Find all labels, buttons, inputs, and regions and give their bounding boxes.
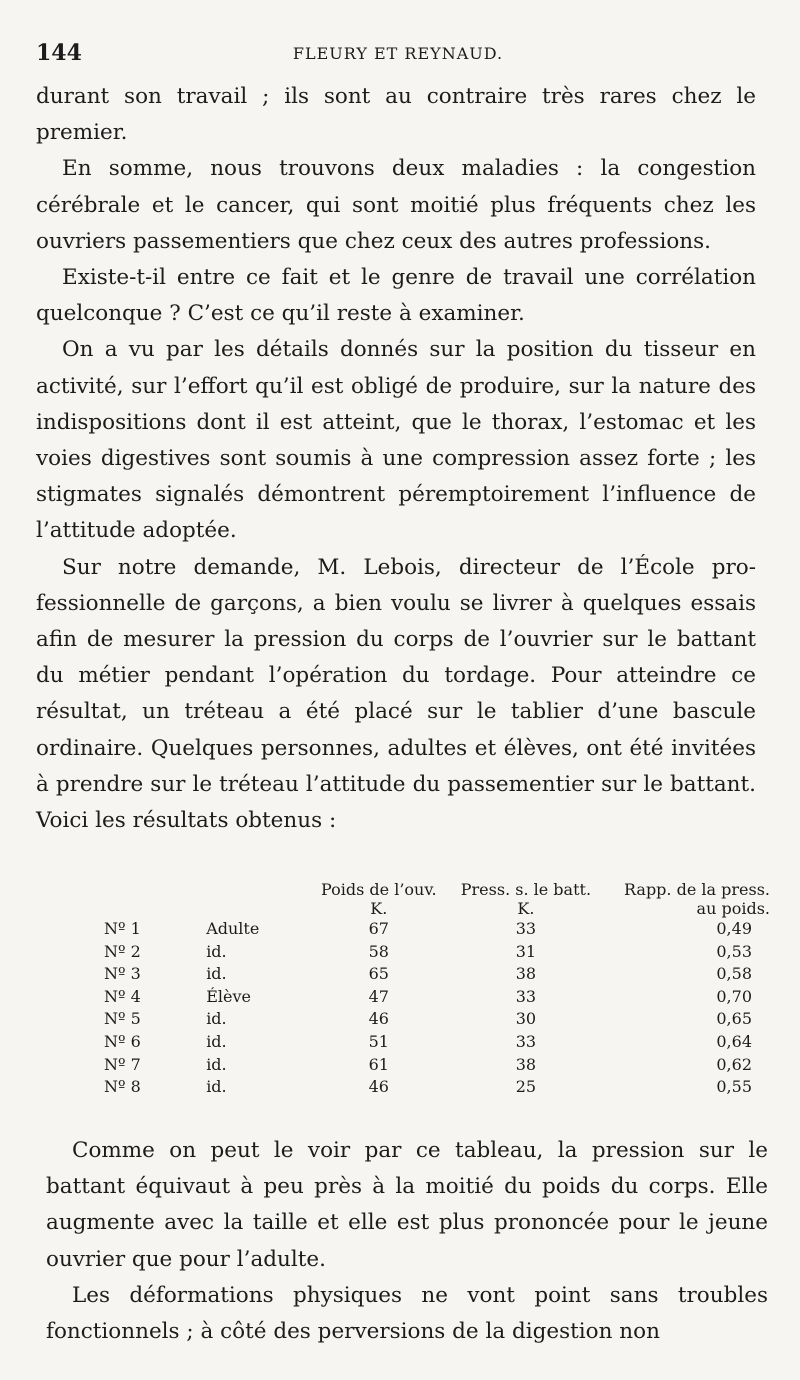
row-weight: 67 [368,919,389,938]
row-weight: 47 [368,986,389,1006]
table-row [80,1076,770,1099]
paragraph: On a vu par les détails donnés sur la position du tisseur en activité, sur l’effort qu’il est obligé de produire, sur la nature des indispositions dont il est atteint, que le thorax, l’estomac et les voies digestives sont soumis à une compression assez forte ; les stigmates signalés démontrent péremptoirement l’influence de l’attitude adoptée. [36,337,756,544]
row-number: Nº 5 [104,1009,141,1029]
row-ratio: 0,53 [716,941,752,961]
row-pressure: 30 [515,1009,537,1029]
header-ratio [604,880,770,918]
row-number: Nº 6 [104,1031,141,1051]
table-body [80,918,770,1099]
row-weight: 51 [368,1031,389,1051]
row-number: Nº 3 [104,964,141,984]
paragraph: En somme, nous trouvons deux maladies : la congestion cérébrale et le cancer, qui sont moitié plus fréquents chez les ouvriers passementiers que chez ceux des autres professions. [36,156,756,254]
row-category: Élève [206,986,251,1006]
row-weight: 61 [368,1054,389,1074]
header-empty-no [80,880,206,918]
paragraph: Sur notre demande, M. Lebois, directeur de l’École professionnelle de garçons, a bien voulu se livrer à quelques essais afin de mesurer la pression du corps de l’ouvrier sur le battant du métier pendant l’opération du tordage. Pour atteindre ce résultat, un tréteau a été placé sur le tablier d’une bascule ordinaire. Quelques personnes, adultes et élèves, ont été invitées à prendre sur le tréteau l’attitude du passementier sur le battant. Voici les résultats obtenus : [36,554,756,834]
header-weight-label: Poids de l’ouv. [321,880,437,899]
row-ratio: 0,64 [716,1031,752,1051]
row-ratio: 0,55 [716,1077,752,1097]
running-title: FLEURY ET REYNAUD. [292,44,504,63]
row-weight: 58 [368,941,389,961]
row-ratio: 0,58 [716,964,752,984]
row-ratio: 0,65 [716,1009,752,1029]
table-row [80,1054,770,1077]
body-text-top [36,79,756,839]
table-row [80,986,770,1009]
row-ratio: 0,70 [716,986,752,1006]
row-category: id. [206,1009,227,1029]
row-pressure: 31 [515,941,537,961]
row-category: Adulte [206,919,260,938]
row-pressure: 38 [515,964,537,984]
paragraph: durant son travail ; ils sont au contraire très rares chez le premier. [36,84,756,146]
table-row [80,963,770,986]
header-pressure [448,880,605,918]
table-header-row [80,880,770,918]
row-pressure: 33 [515,1031,537,1051]
row-number: Nº 8 [104,1077,141,1097]
row-weight: 46 [368,1009,389,1029]
header-pressure-unit: K. [517,899,535,918]
header-ratio-label: Rapp. de la press. [623,880,770,899]
body-text-bottom [46,1133,768,1350]
header-weight [310,880,447,918]
header-ratio-sub: au poids. [696,899,770,918]
table-row [80,918,770,941]
paragraph: Comme on peut le voir par ce tableau, la pression sur le battant équivaut à peu près à la moitié du poids du corps. Elle augmente avec la taille et elle est plus prononcée pour le jeune ouvrier que pour l’adulte. [46,1138,768,1272]
row-category: id. [206,941,227,961]
header-empty-category [206,880,310,918]
table-row [80,1031,770,1054]
row-pressure: 33 [515,919,537,938]
row-number: Nº 4 [104,986,141,1006]
row-category: id. [206,1077,227,1097]
header-pressure-label: Press. s. le batt. [460,880,592,899]
running-head [36,40,760,68]
row-category: id. [206,964,227,984]
paragraph: Existe-t-il entre ce fait et le genre de travail une corrélation quelconque ? C’est ce qu’il reste à examiner. [36,265,756,327]
row-number: Nº 7 [104,1054,141,1074]
row-weight: 65 [368,964,389,984]
header-weight-unit: K. [370,899,388,918]
row-category: id. [206,1031,227,1051]
page-number: 144 [36,40,82,66]
row-ratio: 0,62 [716,1054,752,1074]
row-pressure: 25 [515,1077,537,1097]
row-number: Nº 1 [104,919,141,938]
row-category: id. [206,1054,227,1074]
table-row [80,1008,770,1031]
paragraph: Les déformations physiques ne vont point sans troubles fonctionnels ; à côté des perversions de la digestion non [46,1282,768,1345]
row-weight: 46 [368,1077,389,1097]
row-ratio: 0,49 [716,919,752,938]
table-row [80,941,770,964]
row-number: Nº 2 [104,941,141,961]
row-pressure: 38 [515,1054,537,1074]
row-pressure: 33 [515,986,537,1006]
pressure-results-table [80,880,770,1099]
